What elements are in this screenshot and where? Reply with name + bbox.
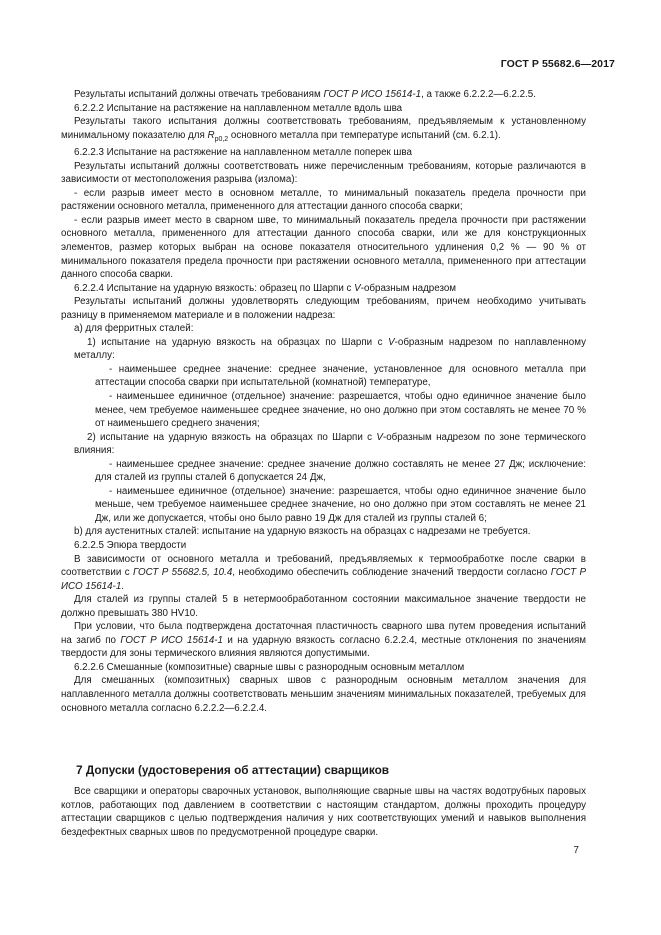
list-item: b) для аустенитных сталей: испытание на ударную вязкость на образцах с надрезами не требуется.	[74, 526, 531, 538]
symbol-subscript: p0,2	[214, 135, 229, 143]
main-text	[61, 88, 586, 715]
paragraph: При условии, что была подтверждена достаточная пластичность сварного шва путем проведения испытаний на загиб по ГОСТ Р ИСО 15614-1 и на ударную вязкость согласно 6.2.2.4, местные отклонения по значениям твердости для зоны термического влияния являются допустимыми.	[61, 621, 586, 660]
standard-reference: ГОСТ Р 55682.5, 10.4	[133, 567, 233, 579]
subclause-heading: 6.2.2.3 Испытание на растяжение на наплавленном металле поперек шва	[74, 147, 412, 159]
paragraph: Результаты испытаний должны отвечать требованиям ГОСТ Р ИСО 15614-1, а также 6.2.2.2—6.2.2.5.	[74, 89, 536, 100]
list-item: - наименьшее единичное (отдельное) значение: разрешается, чтобы одно единичное значение было менее, чем требуемое наименьшее среднее значение, но оно должно при этом составлять не менее 70 % от наименьшего среднего значения;	[95, 390, 586, 430]
paragraph: Для смешанных (композитных) сварных швов с разнородным основным металлом значения для наплавленного металла должны соответствовать меньшим значениям минимальных показателей, требуемых для основного металла согласно 6.2.2.2—6.2.2.4.	[61, 675, 586, 714]
list-item: - наименьшее среднее значение: среднее значение должно составлять не менее 27 Дж; исключение: для сталей из группы сталей 6 допускается 24 Дж,	[95, 458, 586, 484]
subclause-heading: 6.2.2.2 Испытание на растяжение на наплавленном металле вдоль шва	[74, 102, 403, 114]
subclause-heading: 6.2.2.6 Смешанные (композитные) сварные швы с разнородным основным металлом	[74, 661, 465, 673]
list-item: - если разрыв имеет место в сварном шве, то минимальный показатель предела прочности при растяжении основного металла, примененного для аттестации данного способа сварки, или же для конструкционных элементов, размер которых выбран на основе показателя относительного удлинения 0,2 % — 90 % от минимального показателя предела прочности при растяжении основного металла, примененного при аттестации данного способа сварки.	[61, 214, 586, 281]
symbol: R	[207, 129, 215, 141]
page-number: 7	[573, 845, 579, 856]
paragraph: Для сталей из группы сталей 5 в нетермообработанном состоянии максимальное значение твердости не должно превышать 380 HV10.	[61, 594, 586, 619]
subclause-heading: 6.2.2.4 Испытание на ударную вязкость: образец по Шарпи с V-образным надрезом	[74, 282, 457, 294]
list-item: - наименьшее среднее значение: среднее значение, установленное для основного металла при аттестации способа сварки при испытательной (комнатной) температуре,	[95, 363, 586, 389]
list-item: 2) испытание на ударную вязкость на образцах по Шарпи с V-образным надрезом по зоне термического влияния:	[74, 431, 586, 457]
paragraph: Все сварщики и операторы сварочных установок, выполняющие сварные швы на частях водотрубных паровых котлов, работающих под давлением в соответствии с настоящим стандартом, должны проходить процедуру аттестации сварщиков с целью подтверждения наличия у них соответствующих умений и навыков выполнения бездефектных сварных швов по предусмотренной процедуре сварки.	[61, 786, 586, 838]
paragraph: Результаты такого испытания должны соответствовать требованиям, предъявляемым к установленному минимальному показателю для $R_{p0,2}$ основного металла при температуре испытаний (см. 6.2.1).	[61, 116, 586, 143]
standard-reference: ГОСТ Р ИСО 15614-1	[120, 634, 223, 646]
list-item: 1) испытание на ударную вязкость на образцах по Шарпи с V-образным надрезом по наплавленному металлу:	[74, 336, 586, 362]
paragraph: Результаты испытаний должны удовлетворять следующим требованиям, причем необходимо учитывать разницу в применяемом материале и в положении надреза:	[61, 296, 586, 321]
section-7-text	[61, 785, 586, 839]
standard-reference: ГОСТ Р ИСО 15614-1	[61, 567, 586, 592]
standard-reference: ГОСТ Р ИСО 15614-1	[323, 89, 422, 100]
list-item: - если разрыв имеет место в основном металле, то минимальный показатель предела прочности при растяжении основного металла, примененного для аттестации данного способа сварки;	[61, 187, 586, 213]
list-item: а) для ферритных сталей:	[74, 323, 194, 335]
subclause-heading: 6.2.2.5 Эпюра твердости	[74, 540, 187, 551]
section-7-title: 7 Допуски (удостоверения об аттестации) сварщиков	[76, 763, 390, 777]
list-item: - наименьшее единичное (отдельное) значение: разрешается, чтобы одно единичное значение было меньше, чем требуемое наименьшее среднее значение, но оно должно при этом составлять не менее 21 Дж, или же допускается, чтобы оно было равно 19 Дж для сталей из группы сталей 6;	[95, 485, 586, 524]
document-code-header: ГОСТ Р 55682.6—2017	[500, 58, 615, 70]
paragraph: Результаты испытаний должны соответствовать ниже перечисленным требованиям, которые различаются в зависимости от местоположения разрыва (излома):	[61, 160, 586, 186]
paragraph: В зависимости от основного металла и требований, предъявляемых к термообработке после сварки в соответствии с ГОСТ Р 55682.5, 10.4, необходимо обеспечить соблюдение значений твердости согласно ГОСТ Р ИСО 15614-1.	[61, 553, 586, 592]
